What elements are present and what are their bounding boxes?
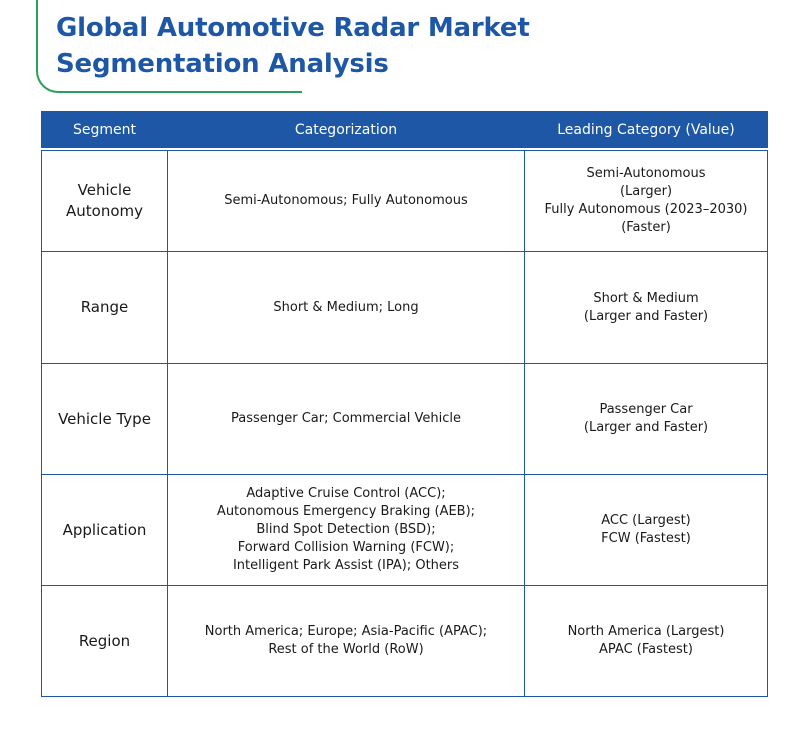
table-row [42,364,768,475]
leading-text: FCW (Fastest) [601,531,691,546]
leading-text: (Larger and Faster) [583,308,709,324]
categorization-cell [168,586,525,697]
categorization-text: North America; Europe; Asia-Pacific (APAC); [204,624,488,639]
segment-text: Application [62,520,147,539]
segment-cell [42,252,168,364]
leading-category-cell [525,364,768,475]
leading-text: (Larger and Faster) [583,420,709,435]
categorization-text: Forward Collision Warning (FCW); [237,540,455,555]
table-row [42,475,768,586]
leading-text: Fully Autonomous (2023–2030) [544,202,748,217]
categorization-text: Autonomous Emergency Braking (AEB); [216,504,476,519]
categorization-cell [168,151,525,252]
header-leading-category: Leading Category (Value) [525,111,768,148]
categorization-text: Passenger Car; Commercial Vehicle [230,411,461,426]
categorization-text: Intelligent Park Assist (IPA); Others [232,558,460,573]
page-title-line-1: Global Automotive Radar Market [56,13,530,43]
header-categorization: Categorization [168,111,525,148]
segment-text: Region [78,631,131,650]
table-header-row [42,111,768,148]
leading-text: (Faster) [621,220,671,235]
segment-text: Range [80,298,129,316]
categorization-text: Blind Spot Detection (BSD); [256,522,436,537]
segment-text: Vehicle [77,181,132,199]
segment-text: Vehicle Type [58,409,151,428]
table-row [42,151,768,252]
page-title [56,10,530,82]
categorization-cell [168,364,525,475]
leading-category-cell [525,252,768,364]
leading-category-cell [525,475,768,586]
table-row [42,252,768,364]
segment-cell [42,586,168,697]
leading-text: APAC (Fastest) [599,642,693,657]
categorization-cell [168,252,525,364]
categorization-text: Rest of the World (RoW) [268,642,424,657]
leading-text: North America (Largest) [567,624,725,639]
table-row [42,586,768,697]
segment-text: Autonomy [66,202,143,220]
segment-cell [42,364,168,475]
leading-text: Semi-Autonomous [586,166,706,181]
categorization-text: Semi-Autonomous; Fully Autonomous [224,193,468,208]
page-title-line-2: Segmentation Analysis [56,49,389,79]
segment-cell [42,151,168,252]
categorization-text: Short & Medium; Long [273,299,419,315]
segment-cell [42,475,168,586]
header-segment: Segment [42,111,168,148]
leading-text: (Larger) [619,184,673,199]
segmentation-table [41,111,768,697]
leading-text: ACC (Largest) [601,513,691,528]
leading-text: Short & Medium [593,290,699,306]
categorization-text: Adaptive Cruise Control (ACC); [246,486,446,501]
leading-category-cell [525,151,768,252]
leading-category-cell [525,586,768,697]
leading-text: Passenger Car [599,402,693,417]
categorization-cell [168,475,525,586]
